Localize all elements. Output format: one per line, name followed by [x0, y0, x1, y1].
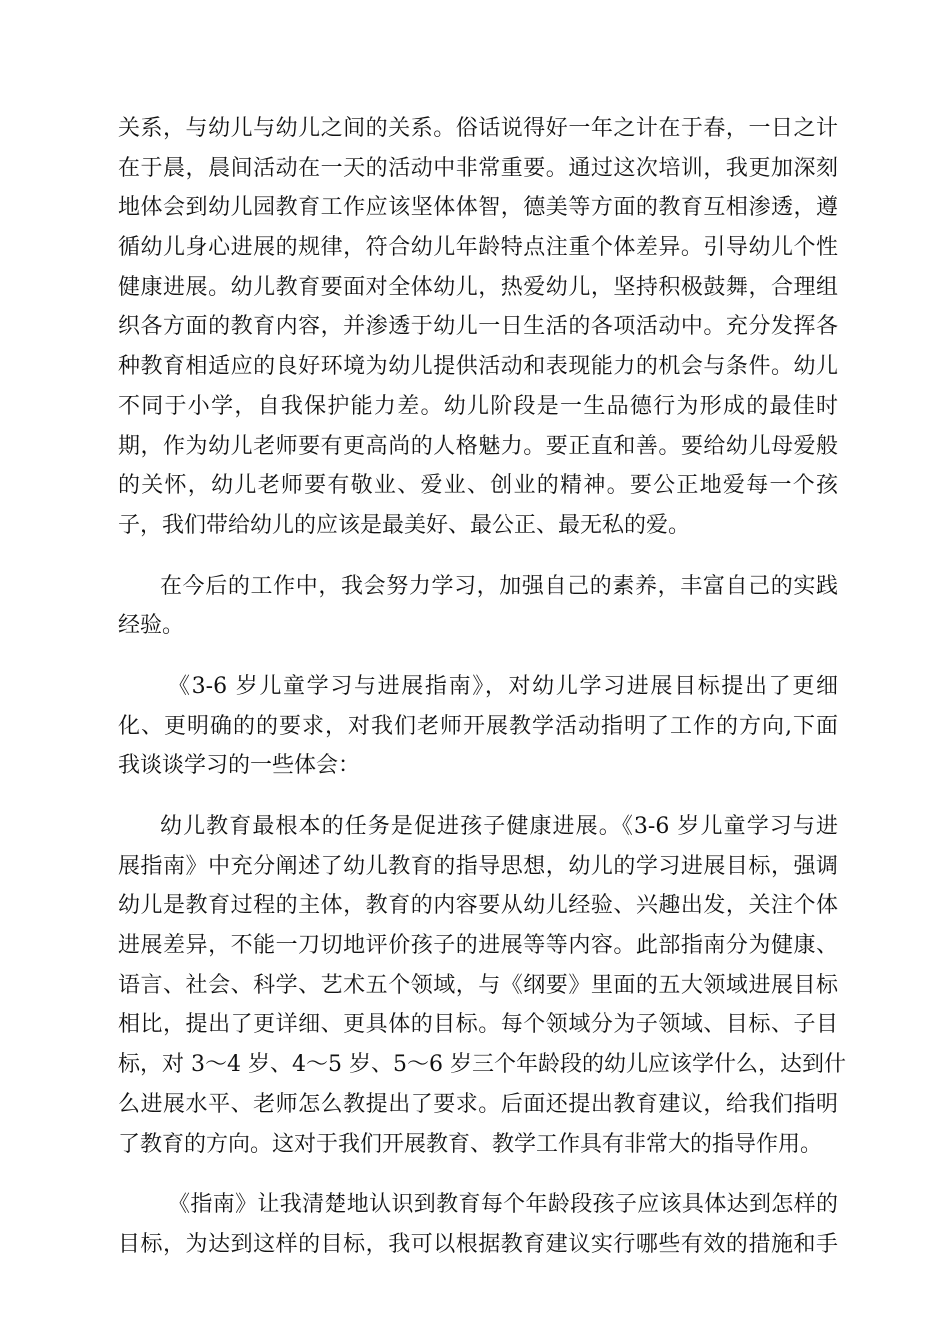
text-line: 幼儿教育最根本的任务是促进孩子健康进展。《3-6 岁儿童学习与进 — [160, 814, 838, 839]
text-line: 标，对 3～4 岁、4～5 岁、5～6 岁三个年龄段的幼儿应该学什么，达到什 — [118, 1052, 846, 1078]
paragraph-5 — [118, 1185, 838, 1264]
text-line: 幼儿是教育过程的主体，教育的内容要从幼儿经验、兴趣出发，关注个体 — [118, 893, 838, 919]
paragraph-4 — [118, 807, 846, 1164]
text-line: 健康进展。幼儿教育要面对全体幼儿，热爱幼儿，坚持积极鼓舞，合理组 — [118, 274, 838, 300]
text-line: 种教育相适应的良好环境为幼儿提供活动和表现能力的机会与条件。幼儿 — [118, 354, 838, 380]
paragraph-1 — [118, 109, 838, 546]
text-line: 在于晨，晨间活动在一天的活动中非常重要。通过这次培训，我更加深刻 — [118, 155, 838, 181]
text-line: 了教育的方向。这对于我们开展教育、教学工作具有非常大的指导作用。 — [118, 1131, 823, 1157]
paragraph-3 — [118, 667, 838, 786]
text-line: 进展差异，不能一刀切地评价孩子的进展等等内容。此部指南分为健康、 — [118, 933, 838, 959]
text-line: 么进展水平、老师怎么教提出了要求。后面还提出教育建议，给我们指明 — [118, 1091, 838, 1117]
text-line: 《3-6 岁儿童学习与进展指南》，对幼儿学习进展目标提出了更细 — [168, 673, 838, 699]
text-line: 循幼儿身心进展的规律，符合幼儿年龄特点注重个体差异。引导幼儿个性 — [118, 235, 838, 261]
text-line: 经验。 — [118, 613, 185, 639]
text-line: 期，作为幼儿老师要有更高尚的人格魅力。要正直和善。要给幼儿母爱般 — [118, 433, 838, 459]
text-line: 织各方面的教育内容，并渗透于幼儿一日生活的各项活动中。充分发挥各 — [118, 314, 838, 340]
text-line: 相比，提出了更详细、更具体的目标。每个领域分为子领域、目标、子目 — [118, 1012, 838, 1038]
paragraph-2 — [118, 567, 838, 646]
text-line: 我谈谈学习的一些体会： — [118, 753, 361, 779]
text-line: 语言、社会、科学、艺术五个领域，与《纲要》里面的五大领域进展目标 — [118, 972, 838, 998]
document-body — [118, 109, 846, 1286]
text-line: 地体会到幼儿园教育工作应该坚体体智，德美等方面的教育互相渗透，遵 — [118, 195, 838, 221]
text-line: 目标，为达到这样的目标，我可以根据教育建议实行哪些有效的措施和手 — [118, 1231, 838, 1257]
text-line: 子，我们带给幼儿的应该是最美好、最公正、最无私的爱。 — [118, 512, 691, 538]
text-line: 不同于小学，自我保护能力差。幼儿阶段是一生品德行为形成的最佳时 — [118, 393, 838, 419]
text-line: 的关怀，幼儿老师要有敬业、爱业、创业的精神。要公正地爱每一个孩 — [118, 473, 838, 499]
text-line: 展指南》中充分阐述了幼儿教育的指导思想，幼儿的学习进展目标，强调 — [118, 853, 838, 879]
text-line: 化、更明确的的要求，对我们老师开展教学活动指明了工作的方向,下面 — [118, 713, 838, 739]
text-line: 《指南》让我清楚地认识到教育每个年龄段孩子应该具体达到怎样的 — [168, 1192, 838, 1218]
text-line: 在今后的工作中，我会努力学习，加强自己的素养，丰富自己的实践 — [160, 573, 838, 599]
text-line: 关系，与幼儿与幼儿之间的关系。俗话说得好一年之计在于春，一日之计 — [118, 116, 838, 141]
